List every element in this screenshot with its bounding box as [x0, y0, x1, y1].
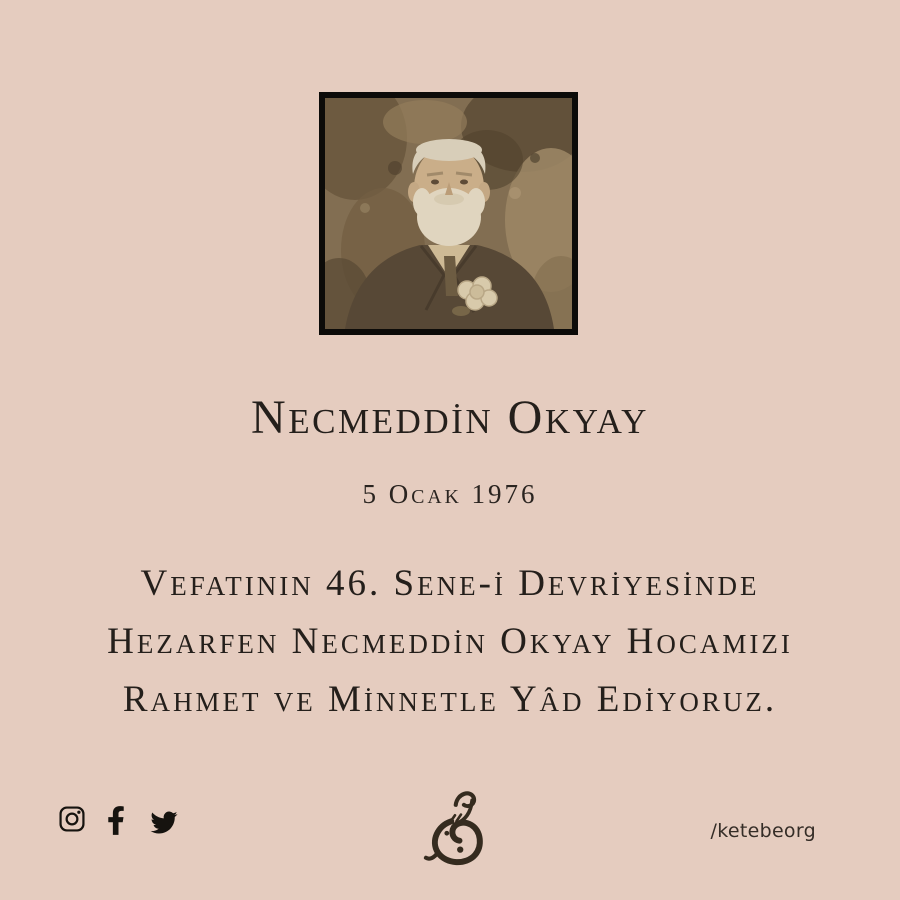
facebook-icon[interactable] — [107, 803, 125, 838]
memorial-line-2: HEZARFEN NECMEDDİN OKYAY HOCAMIZI — [107, 621, 793, 662]
memorial-line-1: VEFATININ 46. SENE-İ DEVRİYESİNDE — [140, 563, 760, 604]
death-date: 5 OCAK 1976 — [362, 479, 538, 509]
person-name: NECMEDDİN OKYAY — [251, 391, 649, 444]
portrait-photo — [319, 92, 578, 335]
portrait-illustration — [325, 98, 572, 329]
memorial-line-3: RAHMET VE MİNNETLE YÂD EDİYORUZ. — [122, 679, 778, 720]
memorial-message — [0, 556, 900, 730]
instagram-icon[interactable] — [58, 805, 86, 833]
social-handle: /ketebeorg — [710, 820, 816, 842]
ketebe-calligraphy-logo — [420, 784, 490, 866]
twitter-icon[interactable] — [148, 809, 180, 836]
